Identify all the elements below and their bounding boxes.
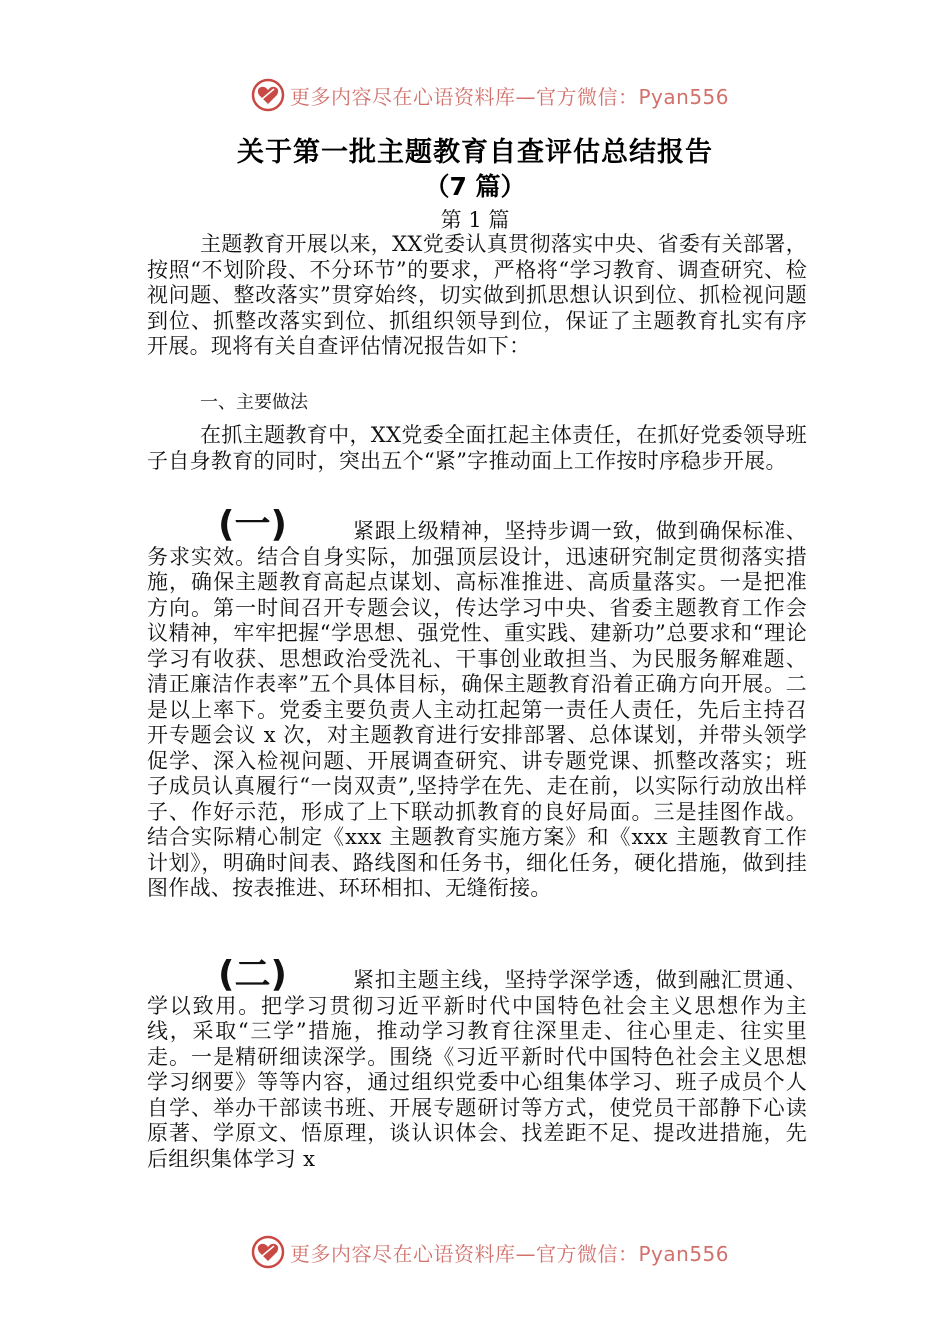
section-2-paragraph: 紧扣主题主线，坚持学深学透，做到融汇贯通、学以致用。把学习贯彻习近平新时代中国特色社会主义思想作为主线，采取“三学”措施，推动学习教育往深里走、往心里走、往实里走。一是精研细读深学。围绕《习近平新时代中国特色社会主义思想学习纲要》等等内容，通过组织党委中心组集体学习、班子成员个人自学、举办干部读书班、开展专题研讨等方式，使党员干部静下心读原著、学原文、悟原理，谈认识体会、找差距不足、提改进措施，先后组织集体学习 x [147,968,807,1171]
document-subtitle: （7 篇） [424,172,526,201]
heart-logo-icon [250,77,286,113]
watermark-banner-top [0,75,950,115]
intro-paragraph: 主题教育开展以来，XX党委认真贯彻落实中央、省委有关部署，按照“不划阶段、不分环节”的要求，严格将“学习教育、调查研究、检视问题、整改落实”贯穿始终，切实做到抓思想认识到位、抓检视问题到位、抓整改落实到位、抓组织领导到位，保证了主题教育扎实有序开展。现将有关自查评估情况报告如下： [147,232,807,358]
section-number-1: (一) [218,504,287,545]
document-title: 关于第一批主题教育自查评估总结报告 [237,137,713,168]
heart-logo-icon [250,1234,286,1270]
watermark-text: 更多内容尽在心语资料库—官方微信：Pyan556 [290,1242,730,1266]
section-heading-main-practices: 一、主要做法 [200,392,308,413]
section-number-2: (二) [218,954,287,995]
watermark-text: 更多内容尽在心语资料库—官方微信：Pyan556 [290,85,730,109]
watermark-banner-bottom [0,1232,950,1272]
section-1-paragraph: 紧跟上级精神，坚持步调一致，做到确保标准、务求实效。结合自身实际，加强顶层设计，迅速研究制定贯彻落实措施，确保主题教育高起点谋划、高标准推进、高质量落实。一是把准方向。第一时间召开专题会议，传达学习中央、省委主题教育工作会议精神，牢牢把握“学思想、强党性、重实践、建新功”总要求和“理论学习有收获、思想政治受洗礼、干事创业敢担当、为民服务解难题、清正廉洁作表率”五个具体目标，确保主题教育沿着正确方向开展。二是以上率下。党委主要负责人主动扛起第一责任人责任，先后主持召开专题会议 x 次，对主题教育进行安排部署、总体谋划，并带头领学促学、深入检视问题、开展调查研究、讲专题党课、抓整改落实；班子成员认真履行“一岗双责”,坚持学在先、走在前，以实际行动放出样子、作好示范，形成了上下联动抓教育的良好局面。三是挂图作战。结合实际精心制定《xxx 主题教育实施方案》和《xxx 主题教育工作计划》，明确时间表、路线图和任务书，细化任务，硬化措施，做到挂图作战、按表推进、环环相扣、无缝衔接。 [147,519,807,900]
overview-paragraph: 在抓主题教育中，XX党委全面扛起主体责任，在抓好党委领导班子自身教育的同时，突出五个“紧”字推动面上工作按时序稳步开展。 [147,423,807,473]
part-label: 第 1 篇 [440,208,510,232]
